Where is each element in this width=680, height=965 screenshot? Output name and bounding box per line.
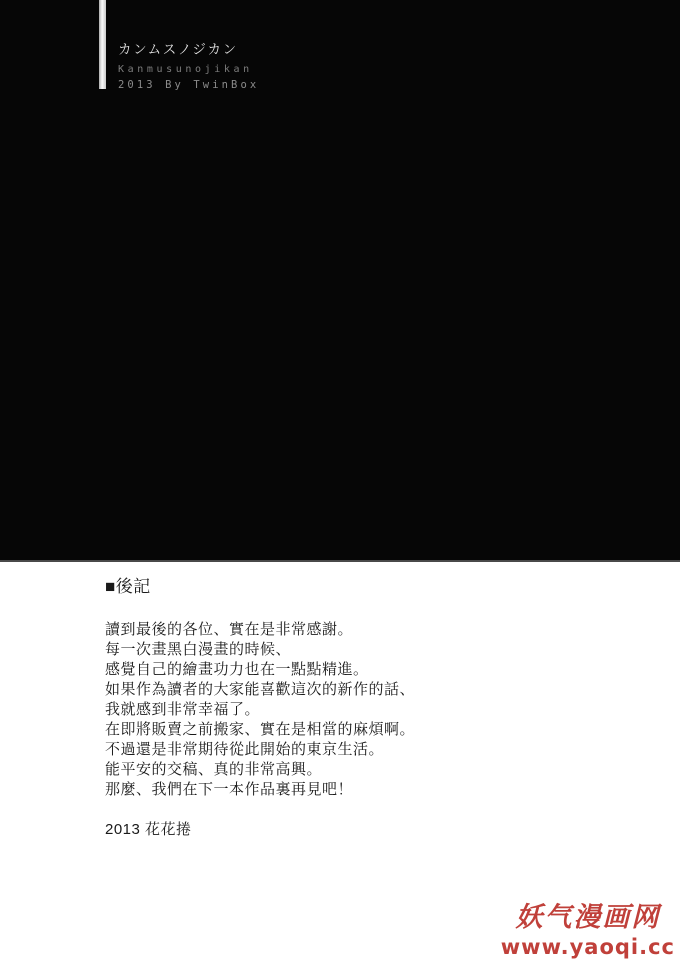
afterword-line: 如果作為讀者的大家能喜歡這次的新作的話、 bbox=[105, 681, 416, 698]
afterword-line: 能平安的交稿、真的非常高興。 bbox=[105, 761, 323, 778]
afterword-section bbox=[105, 577, 415, 840]
square-bullet-icon: ■ bbox=[105, 577, 116, 596]
afterword-body bbox=[105, 620, 415, 800]
afterword-line: 那麼、我們在下一本作品裏再見吧！ bbox=[105, 781, 354, 798]
afterword-line: 在即將販賣之前搬家、實在是相當的麻煩啊。 bbox=[105, 721, 416, 738]
afterword-line: 讀到最後的各位、實在是非常感謝。 bbox=[105, 621, 354, 638]
site-watermark bbox=[501, 895, 675, 959]
watermark-site-url: www.yaoqi.cc bbox=[500, 935, 675, 959]
series-title-romaji: Kanmusunojikan bbox=[118, 64, 253, 75]
watermark-site-name: 妖气漫画网 bbox=[515, 902, 661, 933]
accent-bar bbox=[99, 0, 106, 89]
afterword-line: 不過還是非常期待從此開始的東京生活。 bbox=[105, 741, 385, 758]
title-block bbox=[118, 38, 259, 91]
afterword-line: 每一次畫黑白漫畫的時候、 bbox=[105, 641, 292, 658]
afterword-line: 我就感到非常幸福了。 bbox=[105, 701, 261, 718]
series-title: カンムスノジカン bbox=[118, 42, 238, 58]
author-signature: 2013 花花捲 bbox=[105, 821, 192, 838]
year-circle-credit: 2013 By TwinBox bbox=[118, 79, 260, 91]
afterword-heading-text: 後記 bbox=[115, 577, 151, 596]
afterword-heading bbox=[105, 577, 415, 596]
afterword-line: 感覺自己的繪畫功力也在一點點精進。 bbox=[105, 661, 369, 678]
